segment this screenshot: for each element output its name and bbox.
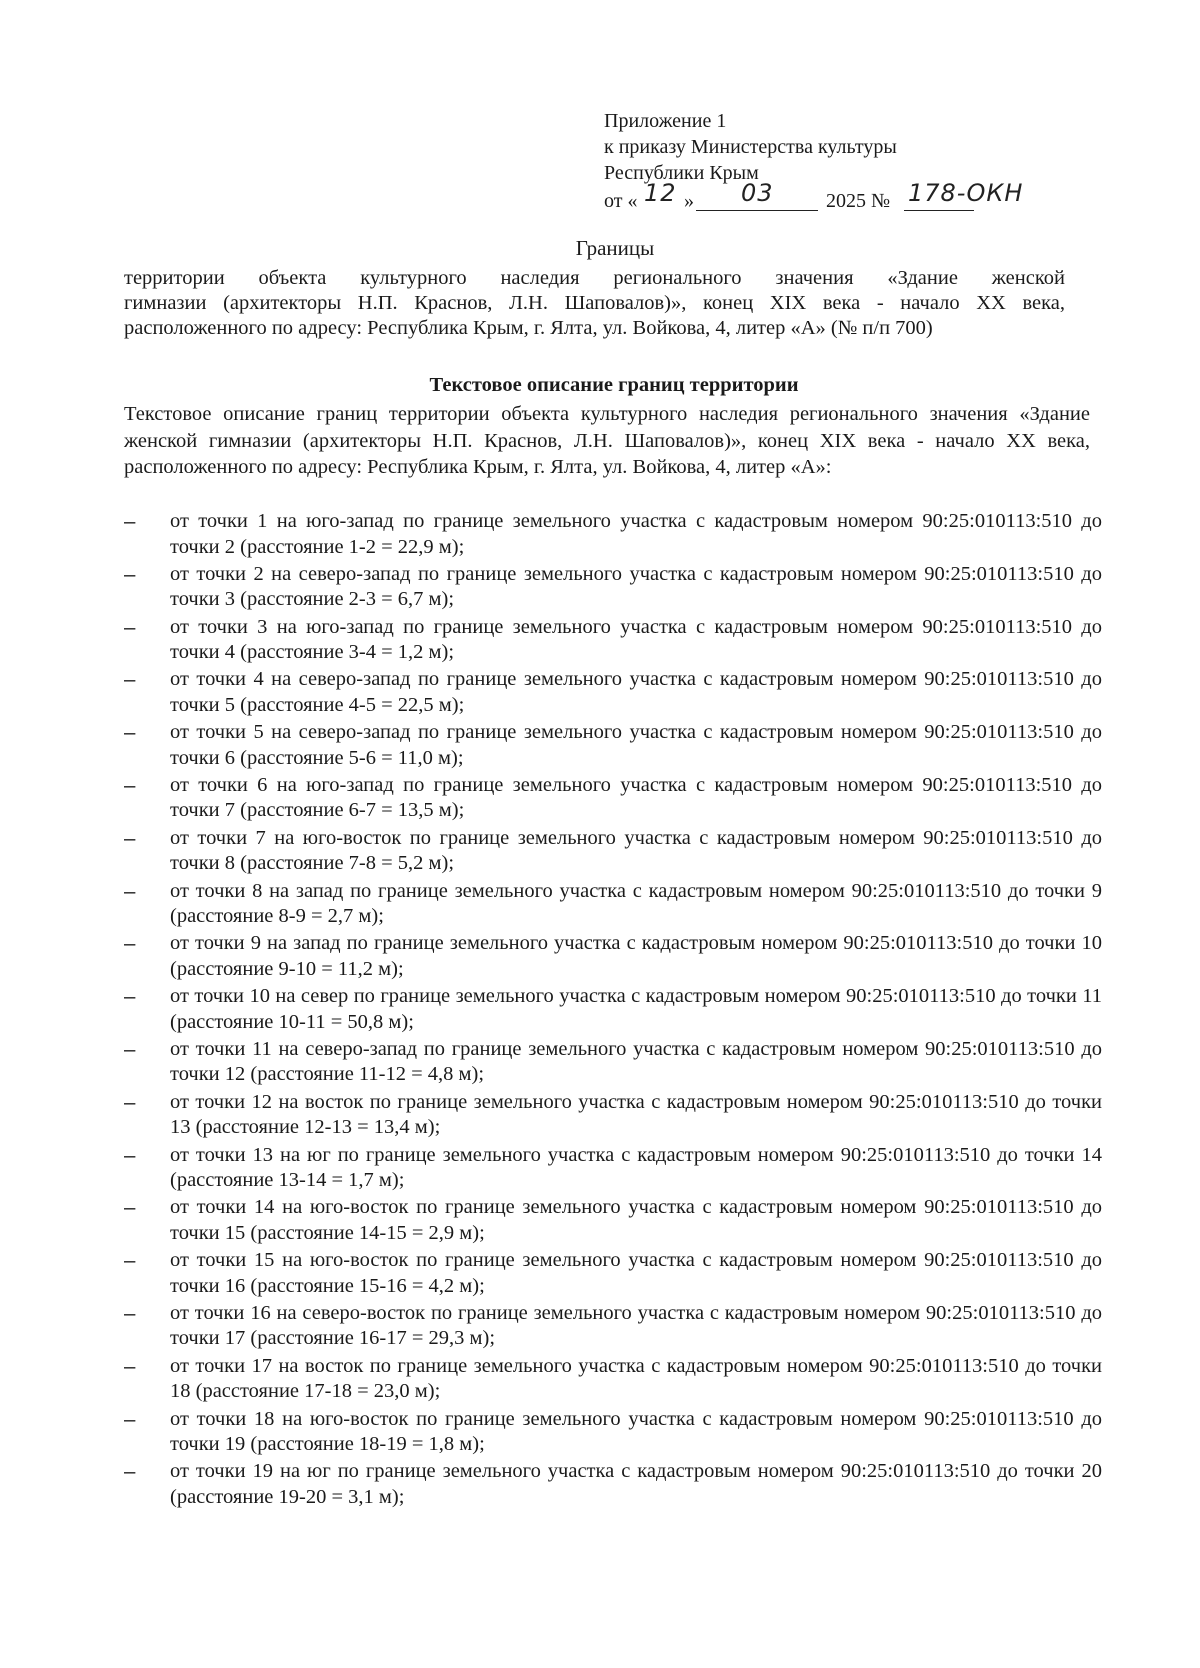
document-title: Границы bbox=[575, 236, 655, 260]
list-item bbox=[124, 1090, 1102, 1143]
list-item bbox=[124, 1037, 1102, 1090]
list-item-text: от точки 2 на северо-запад по границе земельного участка с кадастровым номером 90:25:010113:510 до точки 3 (расстояние 2-3 = 6,7 м); bbox=[170, 562, 1102, 611]
dash-marker: – bbox=[124, 1143, 136, 1167]
dash-marker: – bbox=[124, 1460, 136, 1484]
list-item-text: от точки 10 на север по границе земельного участка с кадастровым номером 90:25:010113:510 до точки 11 (расстояние 10-11 = 50,8 м); bbox=[170, 985, 1102, 1033]
intro-text: Текстовое описание границ территории объекта культурного наследия регионального значения «Здание женской гимназии (архитекторы Н.П. Краснов, Л.Н. Шаповалов)», конец XIX века - начало XX века, расположенного по адресу: Республика Крым, г. Ялта, ул. Войкова, 4, литер «А»: bbox=[124, 403, 1090, 478]
appendix-line-2: к приказу Министерства культуры bbox=[604, 136, 897, 158]
dash-marker: – bbox=[124, 985, 136, 1009]
list-item-text: от точки 13 на юг по границе земельного участка с кадастровым номером 90:25:010113:510 до точки 14 (расстояние 13-14 = 1,7 м); bbox=[170, 1143, 1102, 1192]
dash-marker: – bbox=[124, 1407, 136, 1431]
appendix-header bbox=[604, 108, 1124, 216]
dash-marker: – bbox=[124, 562, 136, 586]
date-prefix: от « bbox=[604, 190, 638, 212]
list-item-text: от точки 15 на юго-восток по границе земельного участка с кадастровым номером 90:25:010113:510 до точки 16 (расстояние 15-16 = 4,2 м); bbox=[170, 1249, 1102, 1297]
dash-marker: – bbox=[124, 932, 136, 956]
appendix-line-3: Республики Крым bbox=[604, 162, 759, 184]
list-item bbox=[124, 562, 1102, 615]
list-item bbox=[124, 1195, 1102, 1248]
dash-marker: – bbox=[124, 879, 136, 903]
date-year-number-label: 2025 № bbox=[826, 190, 891, 212]
list-item-text: от точки 18 на юго-восток по границе земельного участка с кадастровым номером 90:25:010113:510 до точки 19 (расстояние 18-19 = 1,8 м); bbox=[170, 1407, 1102, 1456]
list-item-text: от точки 14 на юго-восток по границе земельного участка с кадастровым номером 90:25:010113:510 до точки 15 (расстояние 14-15 = 2,9 м); bbox=[170, 1196, 1102, 1244]
list-item-text: от точки 12 на восток по границе земельного участка с кадастровым номером 90:25:010113:510 до точки 13 (расстояние 12-13 = 13,4 м); bbox=[170, 1090, 1102, 1139]
date-month-handwritten: 03 bbox=[741, 179, 774, 207]
subtitle-line-3: расположенного по адресу: Республика Крым, г. Ялта, ул. Войкова, 4, литер «А» (№ п/п 700) bbox=[124, 317, 933, 339]
dash-marker: – bbox=[124, 1090, 136, 1114]
list-item bbox=[124, 667, 1102, 720]
intro-paragraph bbox=[124, 401, 1090, 481]
order-number-underline bbox=[904, 210, 974, 211]
list-item-text: от точки 19 на юг по границе земельного участка с кадастровым номером 90:25:010113:510 до точки 20 (расстояние 19-20 = 3,1 м); bbox=[170, 1460, 1102, 1508]
dash-marker: – bbox=[124, 668, 136, 692]
list-item bbox=[124, 879, 1102, 932]
list-item-text: от точки 1 на юго-запад по границе земельного участка с кадастровым номером 90:25:010113:510 до точки 2 (расстояние 1-2 = 22,9 м); bbox=[170, 510, 1102, 558]
list-item-text: от точки 7 на юго-восток по границе земельного участка с кадастровым номером 90:25:010113:510 до точки 8 (расстояние 7-8 = 5,2 м); bbox=[170, 826, 1102, 875]
dash-marker: – bbox=[124, 826, 136, 850]
list-item bbox=[124, 1301, 1102, 1354]
list-item bbox=[124, 826, 1102, 879]
list-item-text: от точки 9 на запад по границе земельного участка с кадастровым номером 90:25:010113:510 до точки 10 (расстояние 9-10 = 11,2 м); bbox=[170, 932, 1102, 980]
dash-marker: – bbox=[124, 1196, 136, 1220]
dash-marker: – bbox=[124, 615, 136, 639]
dash-marker: – bbox=[124, 1249, 136, 1273]
order-number-handwritten: 178-ОКН bbox=[908, 179, 1024, 207]
list-item bbox=[124, 1143, 1102, 1196]
list-item bbox=[124, 720, 1102, 773]
section-heading: Текстовое описание границ территории bbox=[429, 374, 799, 396]
document-subtitle bbox=[124, 266, 1065, 341]
appendix-line-1: Приложение 1 bbox=[604, 110, 727, 132]
list-item bbox=[124, 509, 1102, 562]
dash-marker: – bbox=[124, 773, 136, 797]
list-item bbox=[124, 773, 1102, 826]
date-month-underline bbox=[696, 210, 818, 211]
list-item-text: от точки 17 на восток по границе земельного участка с кадастровым номером 90:25:010113:510 до точки 18 (расстояние 17-18 = 23,0 м); bbox=[170, 1354, 1102, 1403]
list-item bbox=[124, 931, 1102, 984]
order-date-line bbox=[604, 179, 1124, 216]
list-item-text: от точки 4 на северо-запад по границе земельного участка с кадастровым номером 90:25:010113:510 до точки 5 (расстояние 4-5 = 22,5 м); bbox=[170, 668, 1102, 716]
dash-marker: – bbox=[124, 510, 136, 533]
list-item bbox=[124, 1407, 1102, 1460]
date-day-handwritten: 12 bbox=[644, 179, 677, 207]
dash-marker: – bbox=[124, 1301, 136, 1325]
dash-marker: – bbox=[124, 721, 136, 745]
list-item-text: от точки 11 на северо-запад по границе земельного участка с кадастровым номером 90:25:010113:510 до точки 12 (расстояние 11-12 = 4,8 м); bbox=[170, 1037, 1102, 1086]
dash-marker: – bbox=[124, 1354, 136, 1378]
list-item bbox=[124, 1459, 1102, 1512]
list-item bbox=[124, 615, 1102, 668]
list-item-text: от точки 6 на юго-запад по границе земельного участка с кадастровым номером 90:25:010113:510 до точки 7 (расстояние 6-7 = 13,5 м); bbox=[170, 773, 1102, 822]
list-item-text: от точки 16 на северо-восток по границе земельного участка с кадастровым номером 90:25:010113:510 до точки 17 (расстояние 16-17 = 29,3 м); bbox=[170, 1301, 1102, 1350]
list-item bbox=[124, 1354, 1102, 1407]
list-item-text: от точки 8 на запад по границе земельного участка с кадастровым номером 90:25:010113:510 до точки 9 (расстояние 8-9 = 2,7 м); bbox=[170, 879, 1102, 928]
subtitle-line-1: территории объекта культурного наследия регионального значения «Здание женской bbox=[124, 267, 1065, 289]
list-item-text: от точки 3 на юго-запад по границе земельного участка с кадастровым номером 90:25:010113:510 до точки 4 (расстояние 3-4 = 1,2 м); bbox=[170, 615, 1102, 664]
dash-marker: – bbox=[124, 1037, 136, 1061]
list-item bbox=[124, 984, 1102, 1037]
list-item bbox=[124, 1248, 1102, 1301]
subtitle-line-2: гимназии (архитекторы Н.П. Краснов, Л.Н. Шаповалов)», конец XIX века - начало XX века, bbox=[124, 292, 1065, 314]
date-close-quote: » bbox=[684, 190, 694, 212]
boundary-list bbox=[124, 509, 1102, 1512]
list-item-text: от точки 5 на северо-запад по границе земельного участка с кадастровым номером 90:25:010113:510 до точки 6 (расстояние 5-6 = 11,0 м); bbox=[170, 721, 1102, 769]
